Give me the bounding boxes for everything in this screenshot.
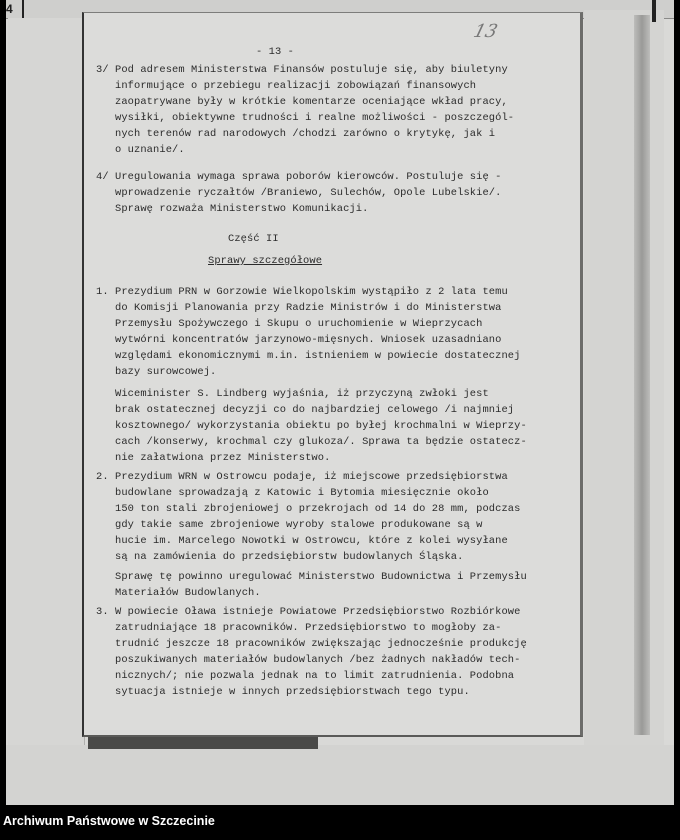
item-2-line: 150 ton stali zbrojeniowej o przekrojach od 14 do 28 mm, podczas xyxy=(96,503,521,515)
item-1-line: wytwórni koncentratów jarzynowo-mięsnych. Wniosek uzasadniano xyxy=(96,334,502,346)
item-3-line: wysiłki, obiektywne trudności i realne możliwości - poszczegól- xyxy=(96,112,515,124)
part-heading: Część II xyxy=(228,233,279,245)
underlying-sheet-left xyxy=(8,18,85,753)
item-1-response-line: Wiceminister S. Lindberg wyjaśnia, iż przyczyną zwłoki jest xyxy=(96,388,489,400)
item-3b-line: sytuacja istnieje w innych przedsiębiorstwach tego typu. xyxy=(96,686,470,698)
item-3b-line: trudnić jeszcze 18 pracowników zwiększając jednocześnie produkcję xyxy=(96,638,527,650)
item-1-line: do Komisji Planowania przy Radzie Ministrów i do Ministerstwa xyxy=(96,302,502,314)
item-3b-line: 3. W powiecie Oława istnieje Powiatowe Przedsiębiorstwo Rozbiórkowe xyxy=(96,606,521,618)
item-2-response-line: Sprawę tę powinno uregulować Ministerstwo Budownictwa i Przemysłu xyxy=(96,571,527,583)
item-2-response-line: Materiałów Budowlanych. xyxy=(96,587,261,599)
handwritten-folio-number: 13 xyxy=(471,21,500,42)
item-4-line: Sprawę rozważa Ministerstwo Komunikacji. xyxy=(96,203,369,215)
scan-edge-mark xyxy=(22,0,24,18)
item-3-line: informujące o przebiegu realizacji zobowiązań finansowych xyxy=(96,80,477,92)
scan-bottom-shadow xyxy=(88,735,318,749)
item-1-response-line: cach /konserwy, krochmal czy glukoza/. Sprawa ta będzie ostatecz- xyxy=(96,436,527,448)
item-3b-line: poszukiwanych materiałów budowlanych /bez żadnych nakładów tech- xyxy=(96,654,521,666)
scan-bottom-area xyxy=(6,745,674,805)
item-1-response-line: kosztownego/ wykorzystania obiektu po byłej krochmalni w Wieprzy- xyxy=(96,420,527,432)
archive-caption: Archiwum Państwowe w Szczecinie xyxy=(3,814,215,828)
item-3b-line: nicznych/; nie pozwala jednak na to limit zatrudnienia. Podobna xyxy=(96,670,515,682)
item-3-line: 3/ Pod adresem Ministerstwa Finansów postuluje się, aby biuletyny xyxy=(96,64,508,76)
item-2-line: 2. Prezydium WRN w Ostrowcu podaje, iż miejscowe przedsiębiorstwa xyxy=(96,471,508,483)
item-1-line: Przemysłu Spożywczego i Skupu o uruchomienie w Wieprzycach xyxy=(96,318,483,330)
corner-number: 4 xyxy=(6,2,13,16)
item-3-line: o uznanie/. xyxy=(96,144,185,156)
underlying-sheet-right xyxy=(584,10,664,750)
item-1-response-line: brak ostatecznej decyzji co do najbardziej celowego /i najmniej xyxy=(96,404,515,416)
item-3b-line: zatrudniające 18 pracowników. Przedsiębiorstwo to mogłoby za- xyxy=(96,622,502,634)
typewritten-page xyxy=(82,12,583,737)
scanned-document-image xyxy=(6,0,674,805)
item-1-line: 1. Prezydium PRN w Gorzowie Wielkopolskim wystąpiło z 2 lata temu xyxy=(96,286,508,298)
item-2-line: są na zamówienia do przedsiębiorstw budowlanych Śląska. xyxy=(96,551,464,563)
item-3-line: nych terenów rad narodowych /chodzi zarówno o krytykę, jak i xyxy=(96,128,496,140)
scan-edge-mark-right xyxy=(652,0,656,22)
item-1-line: bazy surowcowej. xyxy=(96,366,217,378)
item-4-line: wprowadzenie ryczałtów /Braniewo, Sulechów, Opole Lubelskie/. xyxy=(96,187,502,199)
item-1-response-line: nie załatwiona przez Ministerstwo. xyxy=(96,452,331,464)
item-2-line: budowlane sprowadzają z Katowic i Bytomia miesięcznie około xyxy=(96,487,489,499)
item-3-line: zaopatrywane były w krótkie komentarze oceniające wkład pracy, xyxy=(96,96,508,108)
part-subheading: Sprawy szczegółowe xyxy=(208,255,323,267)
item-2-line: hucie im. Marcelego Nowotki w Ostrowcu, które z kolei wysyłane xyxy=(96,535,508,547)
item-2-line: gdy takie same zbrojeniowe wyroby stalowe produkowane są w xyxy=(96,519,483,531)
sheet-shadow xyxy=(634,15,650,735)
page-number: - 13 - xyxy=(256,46,295,58)
item-4-line: 4/ Uregulowania wymaga sprawa poborów kierowców. Postuluje się - xyxy=(96,171,502,183)
item-1-line: względami ekonomicznymi m.in. istnieniem w powiecie dostatecznej xyxy=(96,350,521,362)
